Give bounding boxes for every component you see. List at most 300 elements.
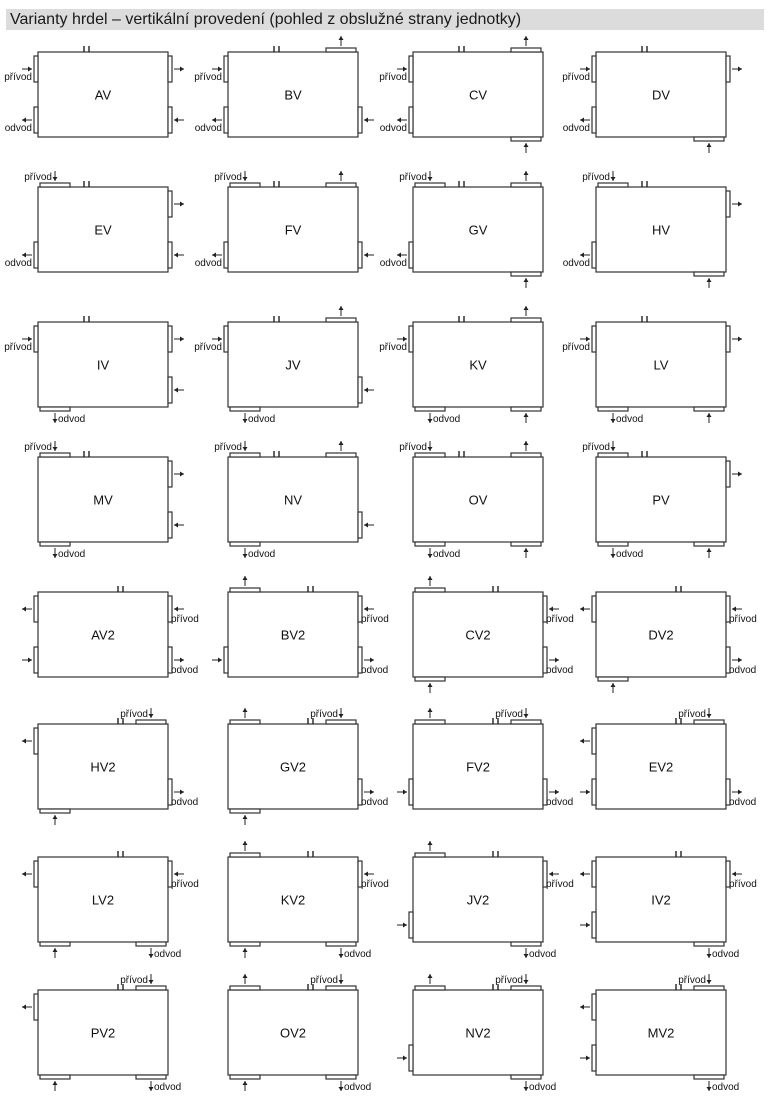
arrow-head [580, 1005, 584, 1010]
arrow-head [428, 554, 433, 558]
duct-stub [598, 407, 628, 411]
duct-stub [598, 453, 628, 457]
duct-stub [230, 588, 260, 592]
variant-label: OV2 [279, 1025, 307, 1041]
duct-stub [40, 453, 70, 457]
odvod-label: odvod [58, 549, 86, 560]
arrow-head [707, 980, 712, 984]
variant-label: EV [94, 222, 112, 238]
arrow-head [580, 607, 584, 612]
arrow-head [53, 948, 58, 952]
arrow-head [428, 974, 433, 978]
arrow-head [403, 67, 407, 72]
duct-stub [230, 183, 260, 187]
arrow-head [243, 447, 248, 451]
duct-stub [230, 720, 260, 724]
variant-label: IV2 [651, 892, 671, 908]
arrow-head [180, 658, 184, 663]
arrow-head [738, 658, 742, 663]
variant-label: BV2 [280, 627, 306, 643]
privod-label: přívod [24, 442, 52, 453]
duct-stub [592, 994, 596, 1020]
variant-label: HV [651, 222, 671, 238]
privod-label: přívod [214, 172, 242, 183]
duct-stub [168, 461, 172, 487]
arrow-head [611, 419, 616, 423]
privod-label: přívod [399, 172, 427, 183]
arrow-head [580, 118, 584, 123]
privod-label: přívod [171, 614, 199, 625]
duct-stub [34, 728, 38, 754]
arrow-head [397, 253, 401, 258]
odvod-label: odvod [433, 414, 461, 425]
arrow-head [339, 1087, 344, 1091]
privod-label: přívod [582, 442, 610, 453]
arrow-head [364, 253, 368, 258]
privod-label: přívod [546, 614, 574, 625]
arrow-head [180, 202, 184, 207]
variant-label: GV [468, 222, 488, 238]
duct-stub [511, 453, 541, 457]
arrow-head [707, 714, 712, 718]
duct-stub [34, 994, 38, 1020]
arrow-head [339, 171, 344, 175]
duct-stub [230, 986, 260, 990]
duct-stub [511, 942, 541, 946]
duct-stub [168, 107, 172, 133]
arrow-head [339, 306, 344, 310]
duct-stub [694, 720, 724, 724]
arrow-head [364, 523, 368, 528]
arrow-head [53, 554, 58, 558]
odvod-label: odvod [616, 414, 644, 425]
duct-stub [694, 137, 724, 141]
arrow-head [174, 253, 178, 258]
arrow-head [611, 683, 616, 687]
arrow-head [28, 658, 32, 663]
variant-label: DV [651, 87, 671, 103]
privod-label: přívod [194, 72, 222, 83]
duct-stub [34, 107, 38, 133]
odvod-label: odvod [154, 949, 182, 960]
duct-stub [230, 1075, 260, 1079]
variant-kv2 [228, 841, 389, 960]
variant-hv [563, 171, 742, 288]
arrow-head [243, 576, 248, 580]
arrow-head [524, 714, 529, 718]
duct-stub [598, 677, 628, 681]
odvod-label: odvod [4, 258, 32, 269]
duct-stub [726, 461, 730, 487]
variant-av [4, 46, 184, 137]
duct-stub [511, 48, 541, 52]
arrow-head [364, 118, 368, 123]
privod-label: přívod [678, 709, 706, 720]
duct-stub [694, 942, 724, 946]
variant-label: LV2 [91, 892, 115, 908]
duct-stub [40, 183, 70, 187]
arrow-head [218, 658, 222, 663]
duct-stub [726, 326, 730, 352]
duct-stub [224, 242, 228, 268]
arrow-head [707, 548, 712, 552]
privod-label: přívod [562, 342, 590, 353]
odvod-label: odvod [154, 1082, 182, 1093]
privod-label: přívod [194, 342, 222, 353]
arrow-head [243, 974, 248, 978]
privod-label: přívod [399, 442, 427, 453]
variant-ov [399, 441, 543, 560]
arrow-head [243, 1081, 248, 1085]
odvod-label: odvod [433, 549, 461, 560]
arrow-head [28, 67, 32, 72]
duct-stub [40, 542, 70, 546]
duct-stub [592, 107, 596, 133]
duct-stub [415, 720, 445, 724]
odvod-label: odvod [194, 123, 222, 134]
arrow-head [174, 118, 178, 123]
privod-label: přívod [24, 172, 52, 183]
duct-stub [511, 407, 541, 411]
arrow-head [428, 708, 433, 712]
arrow-head [428, 576, 433, 580]
arrow-head [707, 413, 712, 417]
arrow-head [524, 413, 529, 417]
arrow-head [339, 980, 344, 984]
privod-label: přívod [120, 709, 148, 720]
odvod-label: odvod [248, 549, 276, 560]
arrow-head [180, 472, 184, 477]
arrow-head [428, 447, 433, 451]
arrow-head [580, 872, 584, 877]
duct-stub [168, 326, 172, 352]
arrow-head [370, 790, 374, 795]
arrow-head [370, 658, 374, 663]
arrow-head [28, 337, 32, 342]
duct-stub [409, 912, 413, 938]
arrow-head [212, 253, 216, 258]
variant-label: AV2 [91, 627, 115, 643]
variant-ov2 [228, 974, 371, 1093]
duct-stub [230, 809, 260, 813]
variant-label: DV2 [648, 627, 674, 643]
odvod-label: odvod [546, 665, 574, 676]
arrow-head [149, 714, 154, 718]
odvod-label: odvod [4, 123, 32, 134]
duct-stub [694, 407, 724, 411]
duct-stub [694, 272, 724, 276]
duct-stub [598, 542, 628, 546]
odvod-label: odvod [712, 1082, 740, 1093]
privod-label: přívod [171, 879, 199, 890]
duct-stub [358, 512, 362, 538]
variant-label: PV2 [90, 1025, 116, 1041]
duct-stub [34, 56, 38, 82]
odvod-label: odvod [344, 949, 372, 960]
duct-stub [40, 407, 70, 411]
odvod-label: odvod [546, 797, 574, 808]
variant-label: BV [284, 87, 302, 103]
arrow-head [586, 67, 590, 72]
variant-label: KV2 [280, 892, 306, 908]
variant-label: FV2 [466, 759, 490, 775]
duct-stub [592, 861, 596, 887]
arrow-head [707, 954, 712, 958]
duct-stub [326, 986, 356, 990]
variant-label: EV2 [648, 759, 674, 775]
variant-lv [562, 316, 742, 425]
arrow-head [22, 253, 26, 258]
arrow-head [53, 1081, 58, 1085]
variant-label: CV [468, 87, 488, 103]
variant-label: KV [469, 357, 487, 373]
duct-stub [694, 986, 724, 990]
arrow-head [22, 607, 26, 612]
duct-stub [511, 183, 541, 187]
arrow-head [586, 923, 590, 928]
duct-stub [326, 183, 356, 187]
variant-jv2 [397, 841, 574, 960]
duct-stub [415, 677, 445, 681]
duct-stub [136, 986, 166, 990]
arrow-head [524, 441, 529, 445]
variant-label: GV2 [279, 759, 307, 775]
duct-stub [358, 377, 362, 403]
duct-stub [34, 242, 38, 268]
variant-av2 [22, 586, 199, 677]
arrow-head [174, 388, 178, 393]
arrow-head [403, 923, 407, 928]
privod-label: přívod [379, 342, 407, 353]
duct-stub [592, 1045, 596, 1071]
duct-stub [230, 407, 260, 411]
privod-label: přívod [546, 879, 574, 890]
arrow-head [738, 790, 742, 795]
duct-stub [409, 779, 413, 805]
duct-stub [592, 596, 596, 622]
arrow-head [149, 980, 154, 984]
variant-mv [24, 441, 184, 560]
variant-label: NV2 [465, 1025, 491, 1041]
duct-stub [409, 326, 413, 352]
variant-label: AV [94, 87, 112, 103]
duct-stub [415, 986, 445, 990]
arrow-head [218, 337, 222, 342]
duct-stub [415, 453, 445, 457]
arrow-head [22, 118, 26, 123]
odvod-label: odvod [194, 258, 222, 269]
odvod-label: odvod [344, 1082, 372, 1093]
arrow-head [403, 337, 407, 342]
arrow-head [524, 1087, 529, 1091]
arrow-head [212, 118, 216, 123]
duct-stub [230, 942, 260, 946]
arrow-head [53, 447, 58, 451]
arrow-head [555, 790, 559, 795]
arrow-head [428, 683, 433, 687]
duct-stub [230, 453, 260, 457]
variant-iv [4, 316, 184, 425]
duct-stub [415, 407, 445, 411]
odvod-label: odvod [529, 1082, 557, 1093]
arrow-head [738, 202, 742, 207]
arrow-head [174, 607, 178, 612]
arrow-head [524, 306, 529, 310]
privod-label: přívod [4, 342, 32, 353]
arrow-head [339, 714, 344, 718]
variant-label: IV [96, 357, 110, 373]
arrow-head [428, 177, 433, 181]
arrow-head [549, 872, 553, 877]
duct-stub [592, 56, 596, 82]
arrow-head [53, 419, 58, 423]
duct-stub [224, 56, 228, 82]
page-title: Varianty hrdel – vertikální provedení (pohled z obslužné strany jednotky) [10, 11, 522, 28]
duct-stub [326, 453, 356, 457]
privod-label: přívod [310, 709, 338, 720]
privod-label: přívod [729, 614, 757, 625]
arrow-head [524, 548, 529, 552]
variant-jv [194, 306, 374, 425]
variant-bv [194, 36, 374, 137]
arrow-head [524, 171, 529, 175]
duct-stub [224, 107, 228, 133]
duct-stub [511, 272, 541, 276]
odvod-label: odvod [361, 665, 389, 676]
duct-stub [326, 1075, 356, 1079]
arrow-head [738, 67, 742, 72]
duct-stub [34, 596, 38, 622]
arrow-head [403, 790, 407, 795]
odvod-label: odvod [379, 123, 407, 134]
arrow-head [428, 841, 433, 845]
variant-hv2 [22, 708, 198, 825]
variant-mv2 [580, 974, 739, 1093]
arrow-head [53, 815, 58, 819]
arrow-head [611, 177, 616, 181]
duct-stub [592, 326, 596, 352]
duct-stub [40, 1075, 70, 1079]
duct-stub [34, 861, 38, 887]
odvod-label: odvod [729, 797, 757, 808]
odvod-label: odvod [529, 949, 557, 960]
arrow-head [586, 790, 590, 795]
privod-label: přívod [361, 879, 389, 890]
variant-label: MV [93, 492, 113, 508]
arrow-head [555, 658, 559, 663]
variant-ev2 [580, 708, 756, 809]
privod-label: přívod [678, 975, 706, 986]
arrow-head [243, 554, 248, 558]
duct-stub [415, 183, 445, 187]
variant-lv2 [22, 851, 199, 960]
duct-stub [409, 56, 413, 82]
odvod-label: odvod [562, 123, 590, 134]
variant-dv [562, 46, 742, 153]
duct-stub [511, 542, 541, 546]
duct-stub [40, 809, 70, 813]
odvod-label: odvod [729, 665, 757, 676]
duct-stub [598, 183, 628, 187]
duct-stub [168, 191, 172, 217]
arrow-head [243, 815, 248, 819]
arrow-head [403, 1056, 407, 1061]
variant-label: MV2 [647, 1025, 675, 1041]
variant-cv2 [413, 576, 574, 693]
duct-stub [409, 107, 413, 133]
duct-stub [726, 191, 730, 217]
duct-stub [409, 242, 413, 268]
duct-stub [511, 318, 541, 322]
duct-stub [136, 942, 166, 946]
variant-label: CV2 [465, 627, 491, 643]
odvod-label: odvod [616, 549, 644, 560]
variant-pv [582, 441, 742, 560]
variant-label: JV [285, 357, 301, 373]
duct-stub [168, 377, 172, 403]
privod-label: přívod [310, 975, 338, 986]
privod-label: přívod [495, 709, 523, 720]
arrow-head [707, 1087, 712, 1091]
arrow-head [149, 954, 154, 958]
duct-stub [326, 942, 356, 946]
variant-cv [379, 36, 543, 153]
arrow-head [243, 948, 248, 952]
arrow-head [732, 607, 736, 612]
arrow-head [339, 954, 344, 958]
odvod-label: odvod [171, 665, 199, 676]
variant-ev [5, 171, 184, 272]
arrow-head [243, 177, 248, 181]
arrow-head [180, 337, 184, 342]
arrow-head [549, 607, 553, 612]
privod-label: přívod [562, 72, 590, 83]
duct-stub [358, 107, 362, 133]
variant-fv [195, 171, 374, 272]
duct-stub [224, 326, 228, 352]
duct-stub [168, 512, 172, 538]
variant-fv2 [397, 708, 573, 809]
arrow-head [243, 708, 248, 712]
duct-stub [34, 326, 38, 352]
arrow-head [524, 36, 529, 40]
privod-label: přívod [214, 442, 242, 453]
variant-nv2 [397, 974, 556, 1093]
duct-stub [726, 56, 730, 82]
arrow-head [586, 1056, 590, 1061]
variant-label: HV2 [90, 759, 116, 775]
duct-stub [358, 242, 362, 268]
arrow-head [611, 447, 616, 451]
duct-stub [694, 1075, 724, 1079]
arrow-head [22, 872, 26, 877]
duct-stub [592, 779, 596, 805]
odvod-label: odvod [361, 797, 389, 808]
arrow-head [707, 278, 712, 282]
arrow-head [524, 278, 529, 282]
arrow-head [428, 419, 433, 423]
arrow-head [22, 1005, 26, 1010]
arrow-head [180, 67, 184, 72]
arrow-head [149, 1087, 154, 1091]
duct-stub [511, 986, 541, 990]
duct-stub [40, 942, 70, 946]
privod-label: přívod [379, 72, 407, 83]
variant-label: NV [283, 492, 303, 508]
arrow-head [524, 143, 529, 147]
arrow-head [364, 607, 368, 612]
arrow-head [364, 388, 368, 393]
